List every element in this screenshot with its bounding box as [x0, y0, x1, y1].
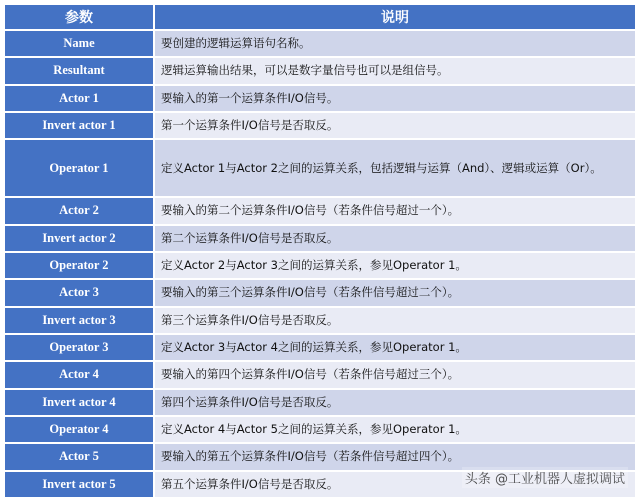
header-param: 参数 — [5, 5, 153, 29]
parameter-table — [3, 3, 637, 499]
param-desc: 第三个运算条件I/O信号是否取反。 — [155, 308, 635, 333]
param-name: Invert actor 3 — [5, 308, 153, 333]
table-row — [5, 390, 635, 415]
param-desc: 要输入的第五个运算条件I/O信号（若条件信号超过四个）。 — [155, 444, 635, 469]
param-desc: 定义Actor 3与Actor 4之间的运算关系，参见Operator 1。 — [155, 335, 635, 360]
param-desc: 要创建的逻辑运算语句名称。 — [155, 31, 635, 56]
param-desc: 第五个运算条件I/O信号是否取反。 — [155, 472, 635, 497]
param-name: Actor 2 — [5, 198, 153, 223]
table-row — [5, 86, 635, 111]
table-row — [5, 226, 635, 251]
param-name: Invert actor 4 — [5, 390, 153, 415]
table-row — [5, 417, 635, 442]
param-desc: 第四个运算条件I/O信号是否取反。 — [155, 390, 635, 415]
table-row — [5, 444, 635, 469]
param-name: Actor 1 — [5, 86, 153, 111]
param-desc: 逻辑运算输出结果，可以是数字量信号也可以是组信号。 — [155, 58, 635, 83]
param-name: Actor 5 — [5, 444, 153, 469]
param-desc: 定义Actor 4与Actor 5之间的运算关系，参见Operator 1。 — [155, 417, 635, 442]
table-row — [5, 308, 635, 333]
param-desc: 第二个运算条件I/O信号是否取反。 — [155, 226, 635, 251]
table-body — [5, 31, 635, 497]
table-row — [5, 253, 635, 278]
param-name: Invert actor 2 — [5, 226, 153, 251]
table-row — [5, 362, 635, 387]
table-row — [5, 280, 635, 305]
param-desc: 要输入的第二个运算条件I/O信号（若条件信号超过一个）。 — [155, 198, 635, 223]
param-name: Operator 4 — [5, 417, 153, 442]
table-row — [5, 58, 635, 83]
param-desc: 要输入的第一个运算条件I/O信号。 — [155, 86, 635, 111]
param-name: Resultant — [5, 58, 153, 83]
param-name: Operator 1 — [5, 140, 153, 196]
param-desc: 定义Actor 2与Actor 3之间的运算关系，参见Operator 1。 — [155, 253, 635, 278]
table-row — [5, 31, 635, 56]
header-row — [5, 5, 635, 29]
param-name: Invert actor 1 — [5, 113, 153, 138]
param-name: Actor 4 — [5, 362, 153, 387]
param-name: Invert actor 5 — [5, 472, 153, 497]
param-name: Name — [5, 31, 153, 56]
param-desc: 要输入的第三个运算条件I/O信号（若条件信号超过二个）。 — [155, 280, 635, 305]
param-name: Operator 3 — [5, 335, 153, 360]
table-row — [5, 113, 635, 138]
table-header — [5, 5, 635, 29]
table-row — [5, 335, 635, 360]
watermark-text: 头条 @工业机器人虚拟调试 — [462, 467, 628, 488]
param-desc: 第一个运算条件I/O信号是否取反。 — [155, 113, 635, 138]
table-row — [5, 140, 635, 196]
param-desc: 要输入的第四个运算条件I/O信号（若条件信号超过三个）。 — [155, 362, 635, 387]
header-desc: 说明 — [155, 5, 635, 29]
param-name: Operator 2 — [5, 253, 153, 278]
param-name: Actor 3 — [5, 280, 153, 305]
table-row — [5, 198, 635, 223]
param-desc: 定义Actor 1与Actor 2之间的运算关系，包括逻辑与运算（And）、逻辑或运算（Or）。 — [155, 140, 635, 196]
